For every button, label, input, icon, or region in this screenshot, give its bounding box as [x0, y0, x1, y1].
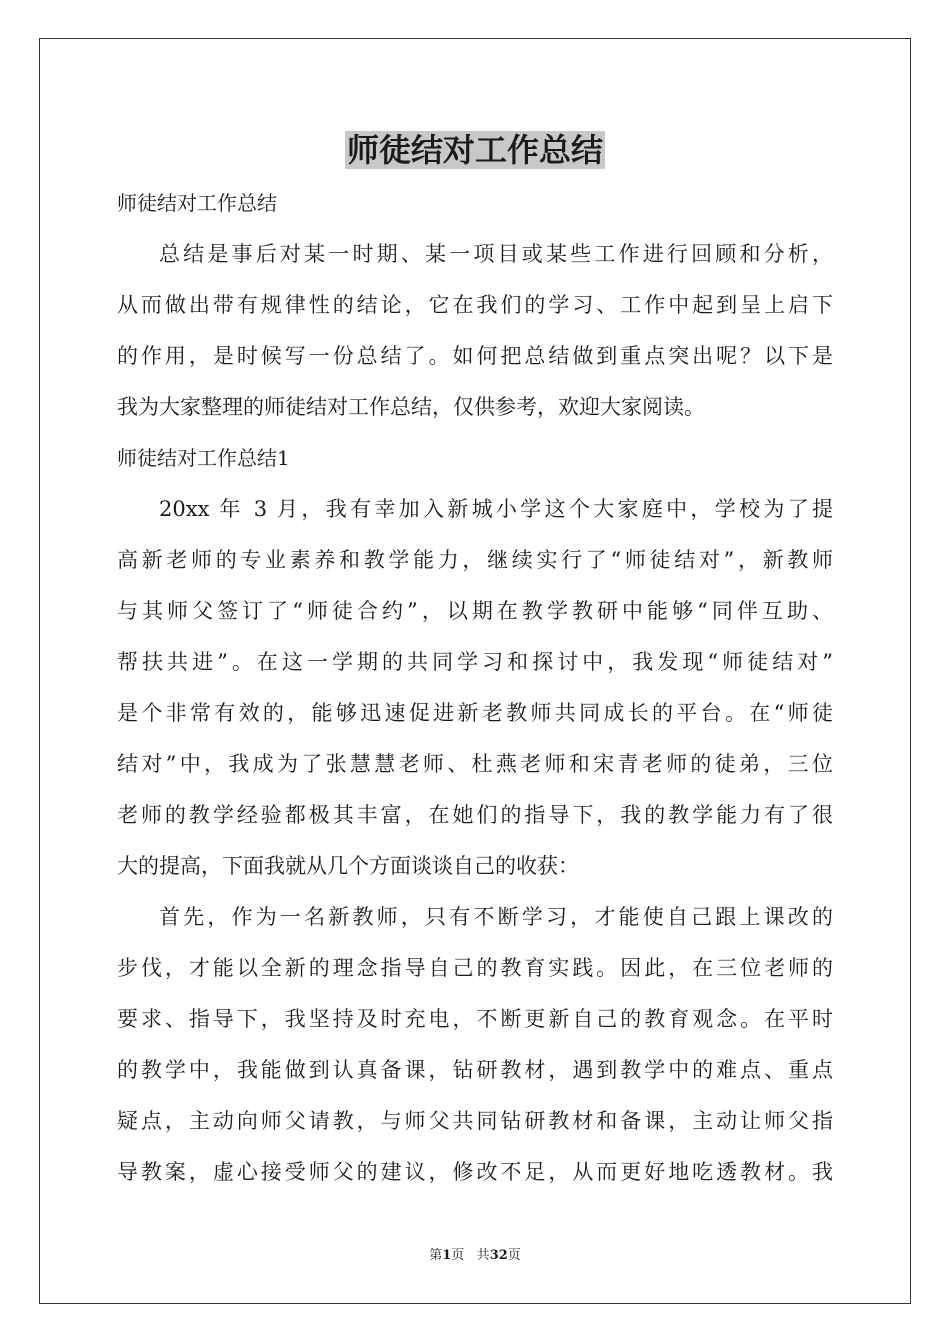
footer-total-unit: 页 — [507, 1248, 521, 1263]
document-body — [117, 178, 833, 1198]
text-line: 帮扶共进”。在这一学期的共同学习和探讨中，我发现“师徒结对” — [117, 650, 833, 674]
document-title — [0, 128, 950, 172]
text-line: 要求、指导下，我坚持及时充电，不断更新自己的教育观念。在平时 — [117, 1007, 833, 1031]
text-line: 师徒结对工作总结 — [117, 191, 277, 215]
text-line: 师徒结对工作总结1 — [117, 446, 290, 470]
text-line: 的教学中，我能做到认真备课，钻研教材，遇到教学中的难点、重点 — [117, 1058, 833, 1082]
text-line: 老师的教学经验都极其丰富，在她们的指导下，我的教学能力有了很 — [117, 803, 833, 827]
text-line: 步伐，才能以全新的理念指导自己的教育实践。因此，在三位老师的 — [117, 956, 833, 980]
text-line: 首先，作为一名新教师，只有不断学习，才能使自己跟上课改的 — [159, 905, 833, 929]
text-line: 是个非常有效的，能够迅速促进新老教师共同成长的平台。在“师徒 — [117, 701, 833, 725]
text-line: 导教案，虚心接受师父的建议，修改不足，从而更好地吃透教材。我 — [117, 1160, 833, 1184]
text-line: 疑点，主动向师父请教，与师父共同钻研教材和备课，主动让师父指 — [117, 1109, 833, 1133]
text-line: 大的提高，下面我就从几个方面谈谈自己的收获： — [117, 854, 579, 878]
footer-total-prefix: 共 — [476, 1248, 490, 1263]
footer-total-pages: 32 — [489, 1248, 508, 1263]
text-line: 20xx 年 3 月，我有幸加入新城小学这个大家庭中，学校为了提 — [159, 497, 833, 521]
text-line: 我为大家整理的师徒结对工作总结，仅供参考，欢迎大家阅读。 — [117, 395, 705, 419]
footer-page-number: 1 — [442, 1248, 452, 1263]
page-footer — [0, 1247, 950, 1265]
text-line: 的作用，是时候写一份总结了。如何把总结做到重点突出呢？以下是 — [117, 344, 833, 368]
document-title-text: 师徒结对工作总结 — [346, 131, 603, 169]
text-line: 高新老师的专业素养和教学能力，继续实行了“师徒结对”，新教师 — [117, 548, 833, 572]
text-line: 结对”中，我成为了张慧慧老师、杜燕老师和宋青老师的徒弟，三位 — [117, 752, 833, 776]
footer-page-prefix: 第 — [429, 1248, 443, 1263]
text-line: 总结是事后对某一时期、某一项目或某些工作进行回顾和分析， — [159, 242, 833, 266]
footer-page-unit: 页 — [451, 1248, 465, 1263]
text-line: 从而做出带有规律性的结论，它在我们的学习、工作中起到呈上启下 — [117, 293, 833, 317]
text-line: 与其师父签订了“师徒合约”，以期在教学教研中能够“同伴互助、 — [117, 599, 833, 623]
